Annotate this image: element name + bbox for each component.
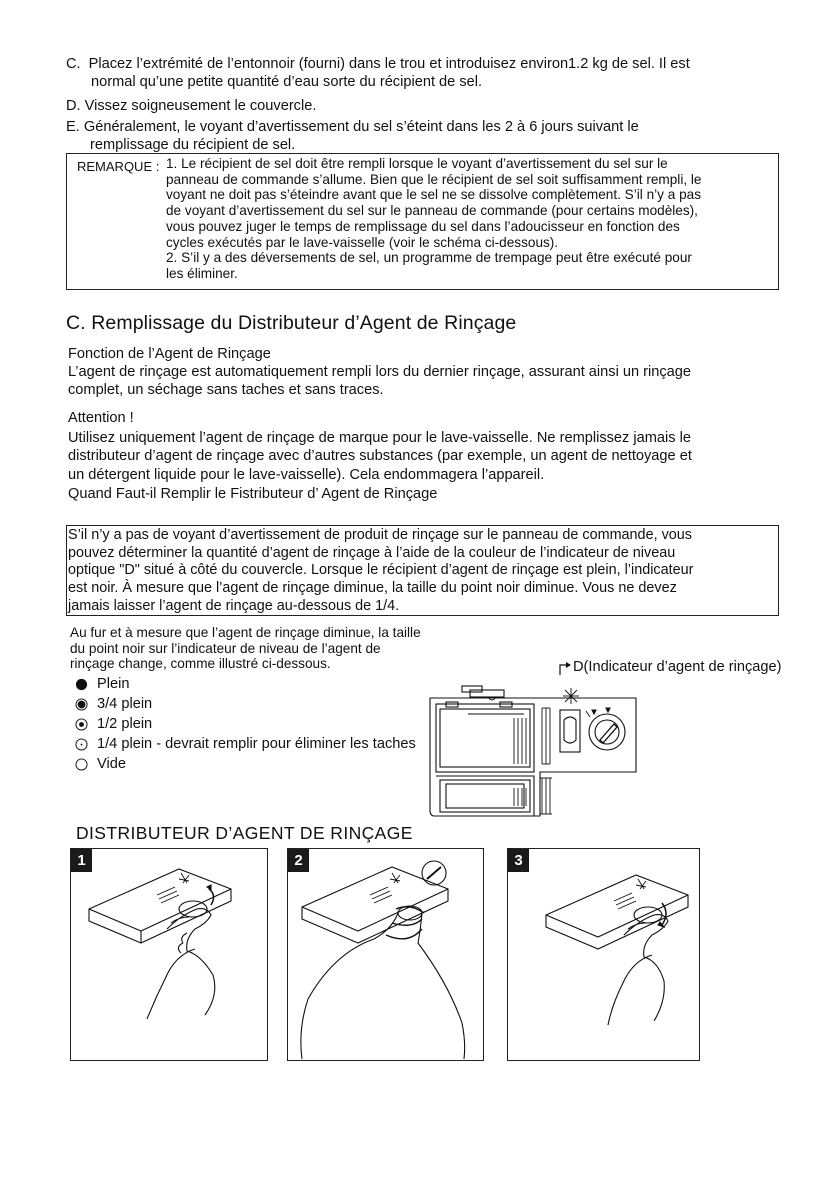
step-number-2: 2 [288, 849, 309, 872]
level-intro-1: Au fur et à mesure que l’agent de rinçage diminue, la taille [70, 625, 421, 640]
level-legend [75, 674, 416, 774]
step-1-illustration [71, 849, 267, 1060]
remarque-line-3: voyant ne doit pas s’éteindre avant que le sel ne se dissolve complètement. S’il n’y a pas [166, 187, 701, 203]
level-intro-3: rinçage change, comme illustré ci-dessous. [70, 656, 331, 672]
step-number-1: 1 [71, 849, 92, 872]
step-c-letter: C. [66, 56, 81, 72]
level-three-quarter [75, 694, 416, 714]
indicator-line-3: optique "D" situé à côté du couvercle. Lorsque le récipient d’agent de rinçage est plein, l’indicateur [68, 562, 694, 579]
remarque-line-6: cycles exécutés par le lave-vaisselle (voir le schéma ci-dessous). [166, 234, 559, 250]
distributor-heading: DISTRIBUTEUR D’AGENT DE RINÇAGE [76, 823, 413, 843]
remarque-box [66, 153, 779, 290]
step-panel-2 [287, 848, 484, 1061]
step-e-line2: remplissage du récipient de sel. [90, 137, 296, 153]
level-empty [75, 754, 416, 774]
rinse-section-title: C. Remplissage du Distributeur d’Agent de Rinçage [66, 312, 517, 334]
attention-heading: Attention ! [68, 410, 134, 426]
level-full [75, 674, 416, 694]
step-e-letter: E. [66, 119, 80, 135]
function-line-1: L’agent de rinçage est automatiquement rempli lors du dernier rinçage, assurant ainsi un rinçage [68, 364, 692, 380]
indicator-line-4: est noir. À mesure que l’agent de rinçage diminue, la taille du point noir diminue. Vous ne devez [68, 580, 677, 597]
indicator-line-5: jamais laisser l’agent de rinçage au-dessous de 1/4. [68, 597, 400, 614]
attention-line-1: Utilisez uniquement l’agent de rinçage de marque pour le lave-vaisselle. Ne remplissez jamais le [68, 430, 691, 446]
indicator-line-2: pouvez déterminer la quantité d’agent de rinçage à l’aide de la couleur de l’indicateur de niveau [68, 544, 676, 561]
step-d-line1: Vissez soigneusement le couvercle. [84, 98, 317, 114]
level-full-label: Plein [97, 676, 130, 692]
dispenser-diagram [428, 684, 640, 822]
attention-line-2: distributeur d’agent de rinçage avec d’autres substances (par exemple, un agent de nettoyage et [68, 448, 692, 464]
level-quarter-icon [75, 738, 88, 751]
step-c-line2: normal qu’une petite quantité d’eau sorte du récipient de sel. [91, 74, 483, 90]
step-e-line1: Généralement, le voyant d’avertissement du sel s’éteint dans les 2 à 6 jours suivant le [83, 119, 639, 135]
indicator-callout [558, 659, 782, 675]
step-number-3: 3 [508, 849, 529, 872]
level-half-label: 1/2 plein [97, 716, 153, 732]
level-three-quarter-label: 3/4 plein [97, 696, 153, 712]
level-three-quarter-icon [75, 698, 88, 711]
remarque-line-5: vous pouvez juger le temps de remplissage du sel dans l’adoucisseur en fonction des [166, 218, 680, 234]
level-full-icon [75, 678, 88, 691]
remarque-line-2: panneau de commande s’allume. Bien que le récipient de sel soit suffisamment rempli, le [166, 171, 702, 187]
remarque-line-1: 1. Le récipient de sel doit être rempli lorsque le voyant d’avertissement du sel sur le [166, 156, 668, 171]
when-heading: Quand Faut-il Remplir le Fistributeur d’ Agent de Rinçage [68, 486, 438, 502]
function-line-2: complet, un séchage sans taches et sans traces. [68, 382, 384, 398]
remarque-label: REMARQUE : [77, 159, 160, 174]
level-empty-label: Vide [97, 756, 126, 772]
step-c-line1: Placez l’extrémité de l’entonnoir (fourni) dans le trou et introduisez environ1.2 kg de sel. Il est [88, 56, 690, 72]
step-panel-3 [507, 848, 700, 1061]
callout-arrow-icon [558, 659, 572, 675]
step-2-illustration [288, 849, 483, 1060]
level-half [75, 714, 416, 734]
step-c [66, 55, 690, 73]
attention-line-3: un détergent liquide pour le lave-vaisselle). Cela endommagera l’appareil. [68, 467, 545, 483]
level-empty-icon [75, 758, 88, 771]
step-panel-1 [70, 848, 268, 1061]
indicator-callout-label: D(Indicateur d’agent de rinçage) [573, 659, 782, 675]
step-e [66, 118, 639, 136]
remarque-line-8: les éliminer. [166, 265, 238, 281]
level-intro-2: du point noir sur l’indicateur de niveau de l’agent de [70, 640, 381, 656]
remarque-line-7: 2. S’il y a des déversements de sel, un programme de trempage peut être exécuté pour [166, 250, 692, 266]
step-d-letter: D. [66, 98, 81, 114]
level-quarter-label: 1/4 plein - devrait remplir pour éliminer les taches [97, 736, 416, 752]
step-3-illustration [508, 849, 699, 1060]
function-heading: Fonction de l’Agent de Rinçage [68, 346, 271, 362]
indicator-line-1: S’il n’y a pas de voyant d’avertissement de produit de rinçage sur le panneau de commande, vous [68, 527, 692, 543]
level-quarter [75, 734, 416, 754]
step-d [66, 97, 316, 115]
level-half-icon [75, 718, 88, 731]
indicator-box [66, 525, 779, 616]
remarque-line-4: de voyant d’avertissement du sel sur le panneau de commande (pour certains modèles), [166, 203, 698, 219]
